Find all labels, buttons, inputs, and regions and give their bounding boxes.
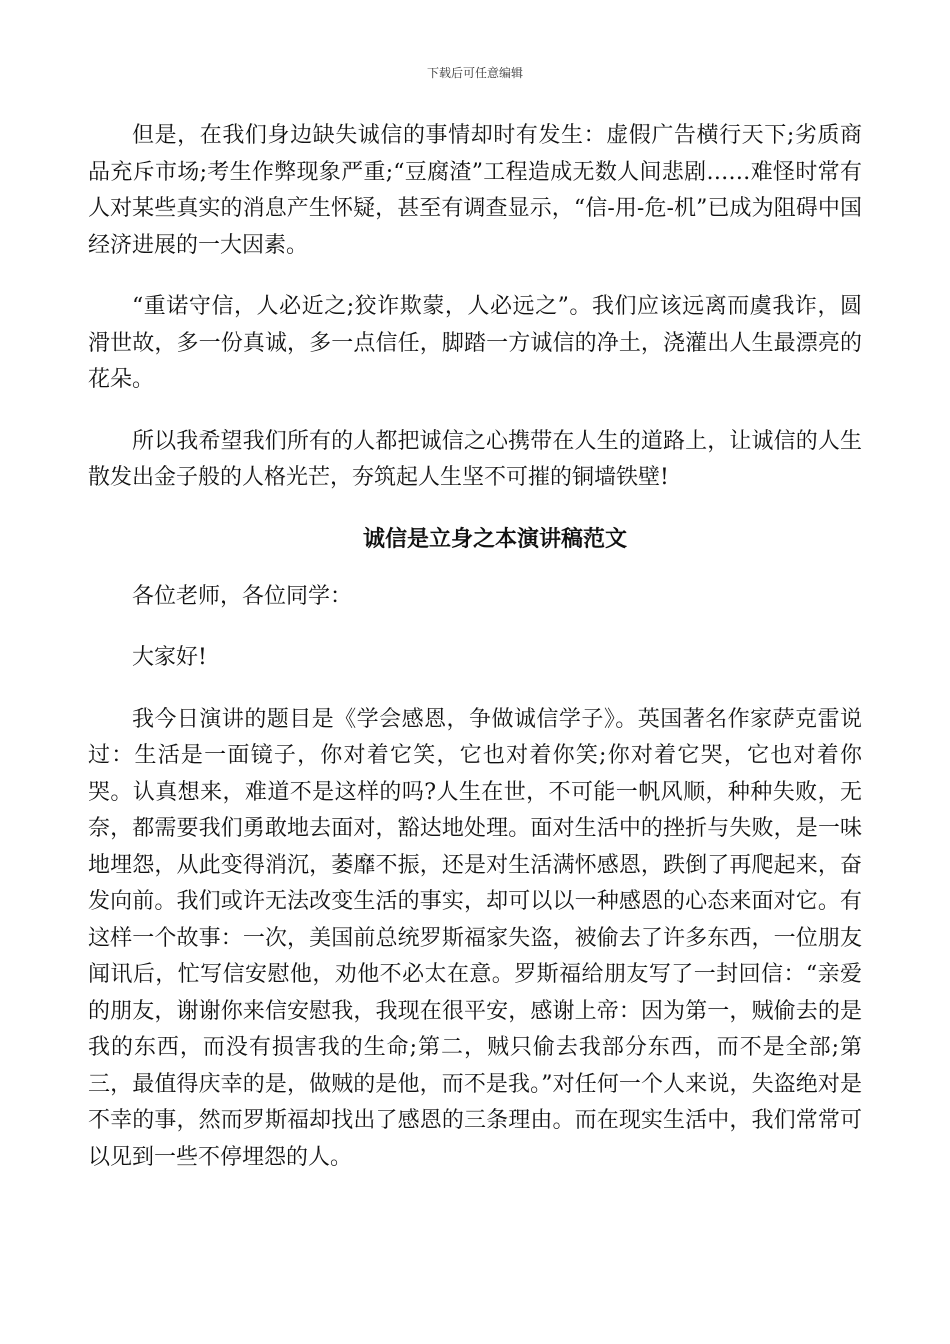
document-body bbox=[88, 118, 862, 1201]
paragraph: 但是，在我们身边缺失诚信的事情却时有发生：虚假广告横行天下;劣质商品充斥市场;考生作弊现象严重;“豆腐渣”工程造成无数人间悲剧……难怪时常有人对某些真实的消息产生怀疑，甚至有调查显示，“信-用-危-机”已成为阻碍中国经济进展的一大因素。 bbox=[88, 123, 862, 258]
greeting: 大家好! bbox=[132, 645, 207, 670]
page-header: 下载后可任意编辑 bbox=[426, 66, 523, 80]
paragraph: 所以我希望我们所有的人都把诚信之心携带在人生的道路上，让诚信的人生散发出金子般的人格光芒，夯筑起人生坚不可摧的铜墙铁壁! bbox=[88, 428, 862, 490]
salutation: 各位老师，各位同学： bbox=[132, 583, 353, 609]
paragraph: “重诺守信，人必近之;狡诈欺蒙，人必远之”。我们应该远离而虞我诈，圆滑世故，多一份真诚，多一点信任，脚踏一方诚信的净土，浇灌出人生最漂亮的花朵。 bbox=[88, 294, 862, 392]
paragraph: 我今日演讲的题目是《学会感恩，争做诚信学子》。英国著名作家萨克雷说过：生活是一面镜子，你对着它笑，它也对着你笑;你对着它哭，它也对着你哭。认真想来，难道不是这样的吗?人生在世，不可能一帆风顺，种种失败，无奈，都需要我们勇敢地去面对，豁达地处理。面对生活中的挫折与失败，是一味地埋怨，从此变得消沉，萎靡不振，还是对生活满怀感恩，跌倒了再爬起来，奋发向前。我们或许无法改变生活的事实，却可以以一种感恩的心态来面对它。有这样一个故事：一次，美国前总统罗斯福家失盗，被偷去了许多东西，一位朋友闻讯后，忙写信安慰他，劝他不必太在意。罗斯福给朋友写了一封回信：“亲爱的朋友，谢谢你来信安慰我，我现在很平安，感谢上帝：因为第一，贼偷去的是我的东西，而没有损害我的生命;第二，贼只偷去我部分东西，而不是全部;第三，最值得庆幸的是，做贼的是他，而不是我。”对任何一个人来说，失盗绝对是不幸的事，然而罗斯福却找出了感恩的三条理由。而在现实生活中，我们常常可以见到一些不停埋怨的人。 bbox=[88, 706, 862, 1170]
section-title: 诚信是立身之本演讲稿范文 bbox=[362, 526, 627, 552]
